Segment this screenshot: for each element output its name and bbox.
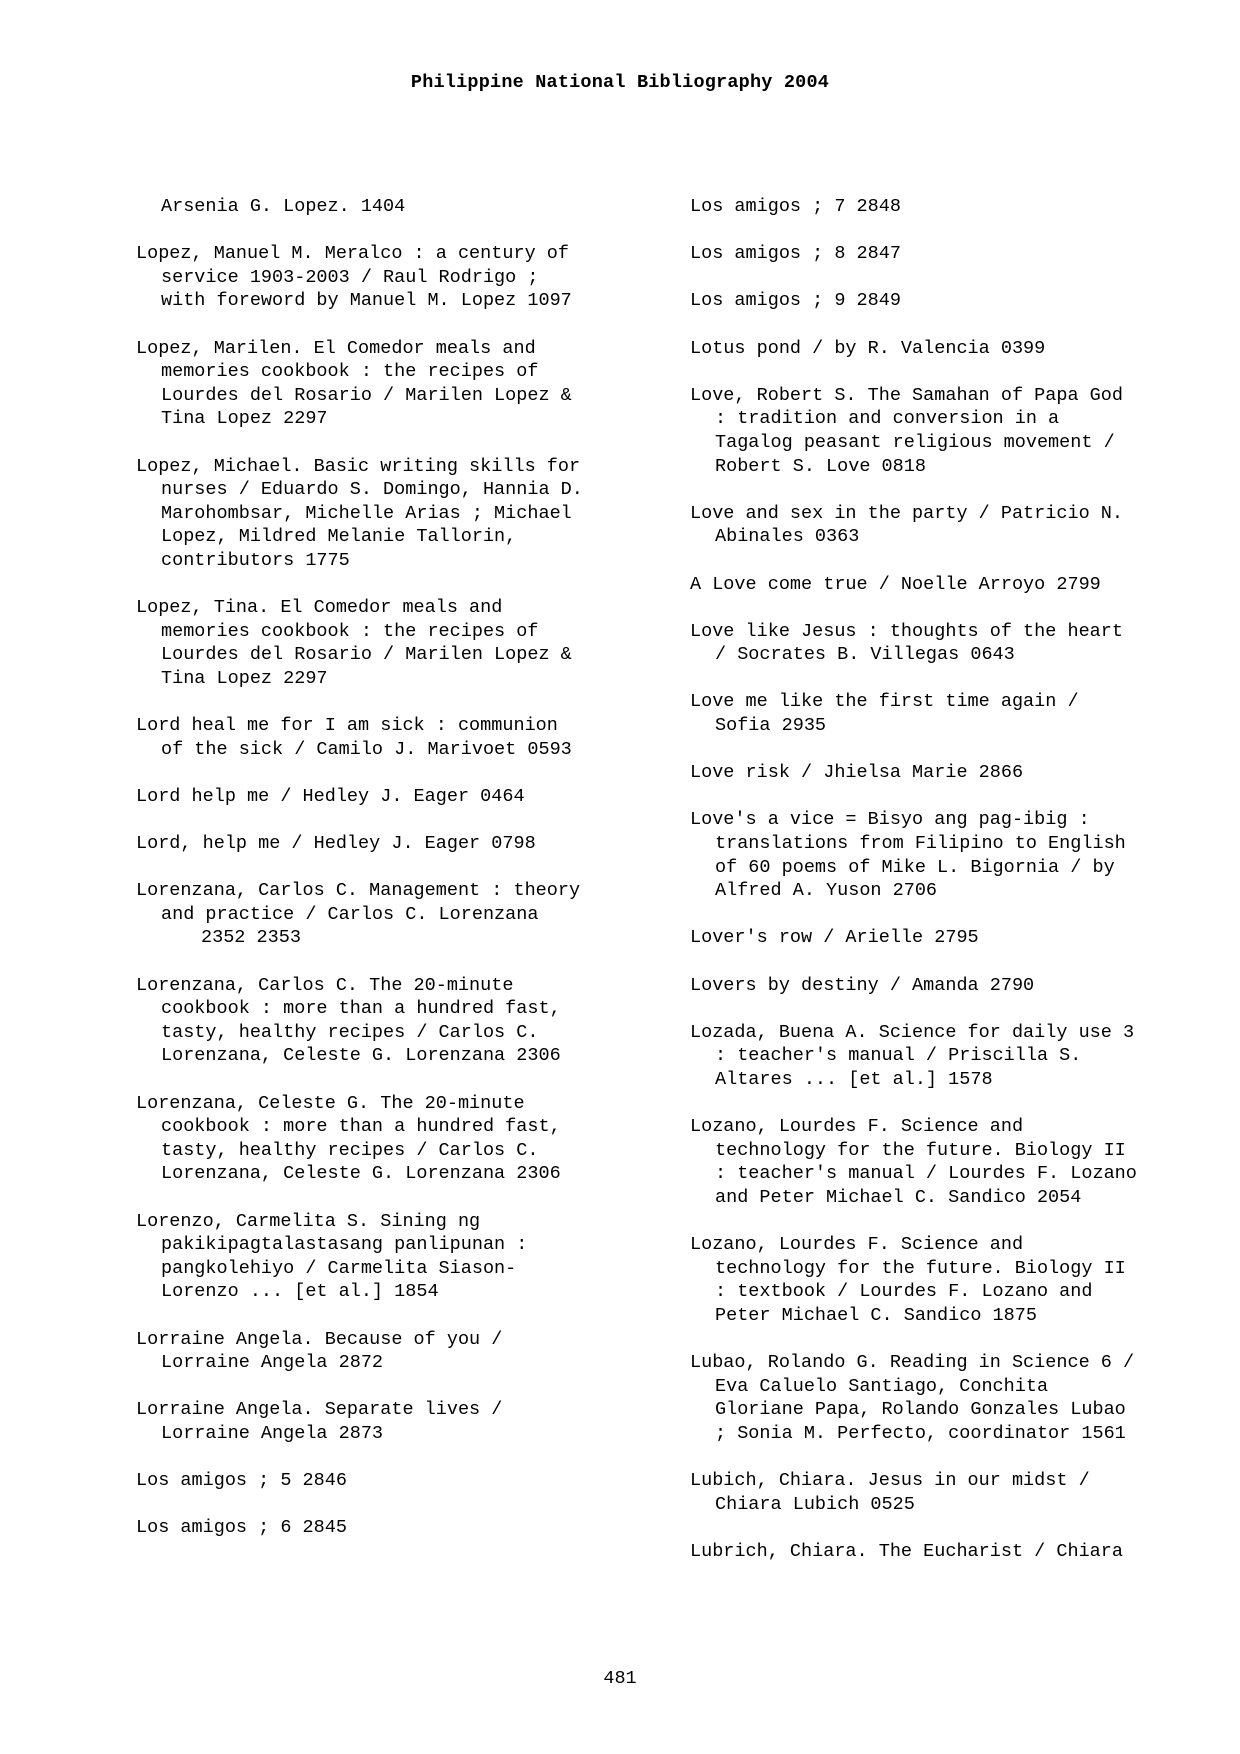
bibliography-entry xyxy=(690,1115,1210,1209)
bibliography-entry xyxy=(136,1092,656,1186)
bibliography-entry xyxy=(690,926,1210,950)
bibliography-entry xyxy=(690,974,1210,998)
entry-text: Los amigos ; 9 2849 xyxy=(690,290,901,312)
entry-text: Los amigos ; 8 2847 xyxy=(690,243,901,265)
entry-text: Lord help me / Hedley J. Eager 0464 xyxy=(136,785,525,807)
right-column xyxy=(690,195,1210,1587)
bibliography-entry xyxy=(136,785,656,809)
bibliography-entry xyxy=(136,1469,656,1493)
entry-text: Lorenzana, Celeste G. The 20-minute cookbook : more than a hundred fast, tasty, healthy recipes / Carlos C. Lorenzana, Celeste G. Lorenzana 2306 xyxy=(136,1092,561,1185)
bibliography-entry xyxy=(136,1516,656,1540)
bibliography-entry xyxy=(690,1233,1210,1327)
bibliography-entry xyxy=(690,502,1210,549)
entry-text: Lorenzo, Carmelita S. Sining ng pakikipagtalastasang panlipunan : pangkolehiyo / Carmelita Siason- Lorenzo ... [et al.] 1854 xyxy=(136,1210,528,1303)
bibliography-entry xyxy=(136,195,656,219)
entry-text: Love like Jesus : thoughts of the heart / Socrates B. Villegas 0643 xyxy=(690,620,1123,666)
entry-record-numbers: 2352 2353 xyxy=(201,927,301,949)
bibliography-entry xyxy=(136,337,656,431)
entry-text: Love, Robert S. The Samahan of Papa God : tradition and conversion in a Tagalog peasant religious movement / Robert S. Love 0818 xyxy=(690,384,1123,477)
bibliography-entry xyxy=(136,242,656,313)
bibliography-entry xyxy=(690,1021,1210,1092)
entry-text: Lord, help me / Hedley J. Eager 0798 xyxy=(136,833,536,855)
entry-text: Lubich, Chiara. Jesus in our midst / Chiara Lubich 0525 xyxy=(690,1470,1090,1515)
entry-text: Arsenia G. Lopez. 1404 xyxy=(161,196,406,217)
entry-text: Los amigos ; 7 2848 xyxy=(690,196,901,217)
left-column xyxy=(136,195,656,1563)
page-title: Philippine National Bibliography 2004 xyxy=(410,72,830,93)
bibliography-entry xyxy=(690,1540,1210,1564)
bibliography-entry xyxy=(690,808,1210,902)
bibliography-entry xyxy=(136,714,656,761)
bibliography-entry xyxy=(690,195,1210,219)
bibliography-entry xyxy=(136,596,656,690)
entry-text: Lozano, Lourdes F. Science and technology for the future. Biology II : textbook / Lourdes F. Lozano and Peter Michael C. Sandico 1875 xyxy=(690,1234,1126,1326)
bibliography-entry xyxy=(136,879,656,950)
entry-text: Lorenzana, Carlos C. The 20-minute cookbook : more than a hundred fast, tasty, healthy recipes / Carlos C. Lorenzana, Celeste G. Lorenzana 2306 xyxy=(136,974,561,1067)
entry-text: Love's a vice = Bisyo ang pag-ibig : translations from Filipino to English of 60 poems of Mike L. Bigornia / by Alfred A. Yuson 2706 xyxy=(690,809,1126,902)
bibliography-entry xyxy=(136,832,656,856)
entry-text: Los amigos ; 5 2846 xyxy=(136,1470,347,1492)
bibliography-entry xyxy=(136,455,656,573)
entry-text: Love and sex in the party / Patricio N. Abinales 0363 xyxy=(690,502,1123,548)
bibliography-entry xyxy=(136,1328,656,1375)
entry-text: Lorenzana, Carlos C. Management : theory and practice / Carlos C. Lorenzana xyxy=(136,880,581,925)
entry-text: Lovers by destiny / Amanda 2790 xyxy=(690,974,1035,996)
bibliography-entry xyxy=(690,289,1210,313)
bibliography-entry xyxy=(690,761,1210,785)
bibliography-entry xyxy=(690,337,1210,361)
bibliography-entry xyxy=(690,1351,1210,1445)
bibliography-entry xyxy=(690,620,1210,667)
entry-text: Lover's row / Arielle 2795 xyxy=(690,927,979,949)
bibliography-entry xyxy=(136,1398,656,1445)
bibliography-entry xyxy=(136,974,656,1068)
entry-text: Lopez, Tina. El Comedor meals and memories cookbook : the recipes of Lourdes del Rosario / Marilen Lopez & Tina Lopez 2297 xyxy=(136,597,572,689)
entry-text: Lord heal me for I am sick : communion of the sick / Camilo J. Marivoet 0593 xyxy=(136,715,572,760)
entry-text: Lopez, Manuel M. Meralco : a century of service 1903-2003 / Raul Rodrigo ; with foreword by Manuel M. Lopez 1097 xyxy=(136,243,572,312)
bibliography-entry xyxy=(690,1469,1210,1516)
entry-text: Lorraine Angela. Separate lives / Lorraine Angela 2873 xyxy=(136,1399,503,1444)
entry-text: A Love come true / Noelle Arroyo 2799 xyxy=(690,573,1101,595)
entry-text: Love me like the first time again / Sofia 2935 xyxy=(690,691,1079,737)
entry-text: Lozano, Lourdes F. Science and technology for the future. Biology II : teacher's manual / Lourdes F. Lozano and Peter Michael C. Sandico 2054 xyxy=(690,1116,1137,1208)
entry-text: Lubrich, Chiara. The Eucharist / Chiara xyxy=(690,1540,1123,1562)
bibliography-entry xyxy=(136,1210,656,1304)
bibliography-entry xyxy=(690,573,1210,597)
entry-text: Lotus pond / by R. Valencia 0399 xyxy=(690,337,1046,359)
entry-text: Lozada, Buena A. Science for daily use 3 : teacher's manual / Priscilla S. Altares ... [et al.] 1578 xyxy=(690,1021,1135,1090)
entry-text: Lopez, Marilen. El Comedor meals and memories cookbook : the recipes of Lourdes del Rosario / Marilen Lopez & Tina Lopez 2297 xyxy=(136,337,572,430)
entry-text: Lorraine Angela. Because of you / Lorraine Angela 2872 xyxy=(136,1328,503,1374)
bibliography-entry xyxy=(690,242,1210,266)
bibliography-entry xyxy=(690,384,1210,478)
entry-text: Lopez, Michael. Basic writing skills for nurses / Eduardo S. Domingo, Hannia D. Marohombsar, Michelle Arias ; Michael Lopez, Mildred Melanie Tallorin, contributors 1775 xyxy=(136,455,583,571)
page-number: 481 xyxy=(603,1668,637,1689)
bibliography-entry xyxy=(690,690,1210,737)
entry-text: Love risk / Jhielsa Marie 2866 xyxy=(690,762,1024,784)
entry-text: Los amigos ; 6 2845 xyxy=(136,1517,347,1539)
entry-text: Lubao, Rolando G. Reading in Science 6 / Eva Caluelo Santiago, Conchita Gloriane Papa, Rolando Gonzales Lubao ; Sonia M. Perfecto, coordinator 1561 xyxy=(690,1352,1135,1444)
